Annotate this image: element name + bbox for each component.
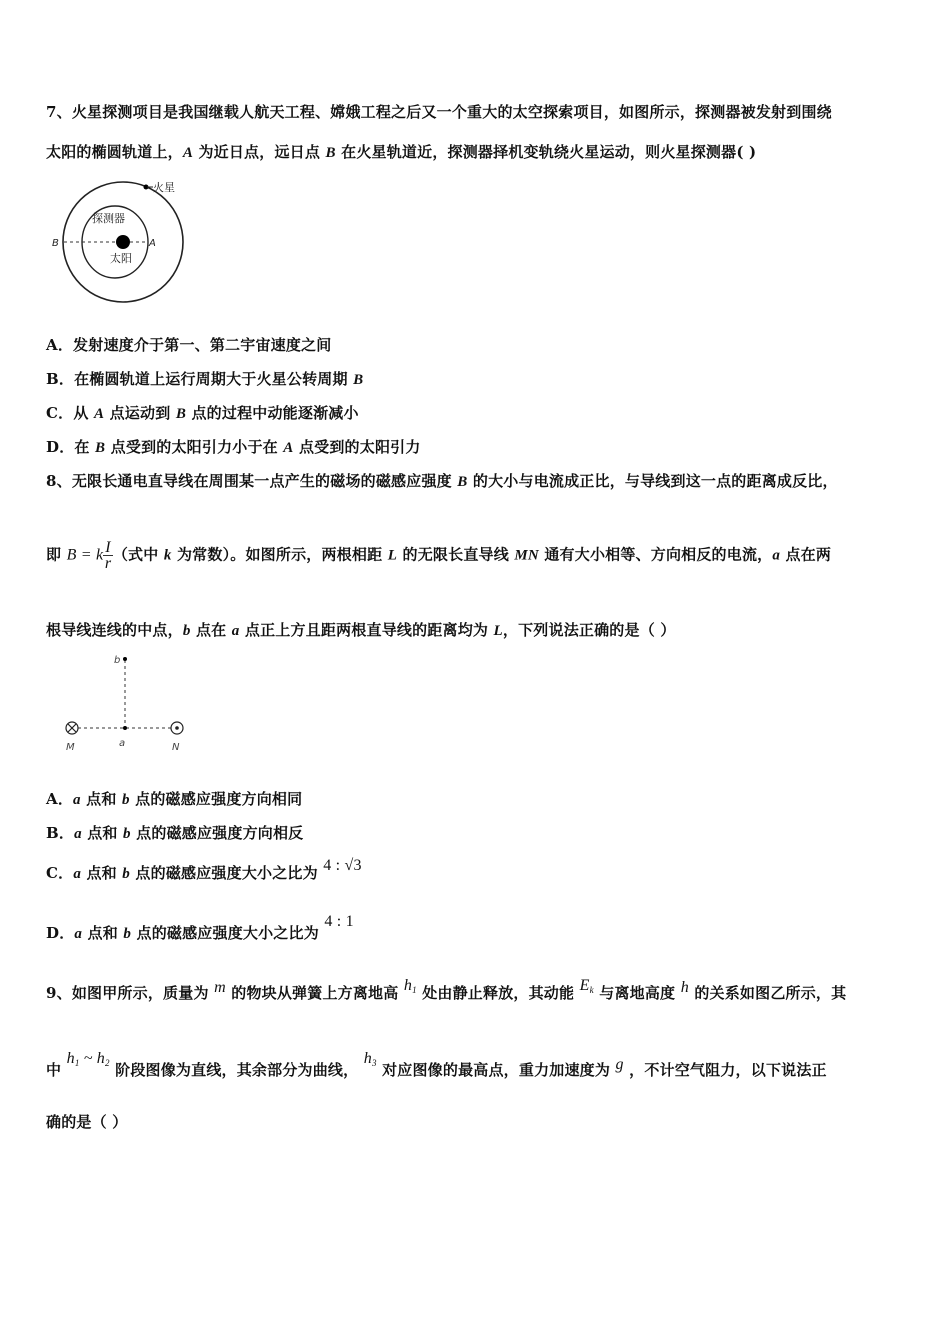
wire-m-into-page-icon [66, 722, 78, 734]
q7-orbit-diagram [46, 178, 196, 308]
q7-option-c[interactable]: C．从 A 点运动到 B 点的过程中动能逐渐减小 [46, 404, 359, 422]
q8-stem-line3: 根导线连线的中点，b 点在 a 点正上方且距两根直导线的距离均为 L，下列说法正确的是（ ） [46, 621, 676, 639]
q8-stem-line1: 8、无限长通电直导线在周围某一点产生的磁场的磁感应强度 B 的大小与电流成正比，与导线到这一点的距离成反比， [46, 472, 838, 490]
ratio-c: 4 : √3 [323, 857, 362, 874]
q8-option-d[interactable]: D．a 点和 b 点的磁感应强度大小之比为 4 : 1 [46, 913, 354, 942]
formula-lhs: B = k [66, 546, 104, 564]
q8-option-c[interactable]: C．a 点和 b 点的磁感应强度大小之比为 4 : √3 [46, 857, 362, 882]
wire-n-label: N [172, 742, 180, 753]
q7-option-d[interactable]: D．在 B 点受到的太阳引力小于在 A 点受到的太阳引力 [46, 438, 421, 456]
q8-wires-diagram [60, 650, 190, 755]
point-b-label: B [52, 238, 59, 249]
formula-fraction: $\frac{I}{r}$ [104, 539, 112, 572]
sun-icon [116, 235, 130, 249]
ratio-d: 4 : 1 [324, 913, 354, 930]
q9-stem-line3: 确的是（ ） [46, 1113, 128, 1131]
mars-label: 火星 [153, 181, 175, 194]
wire-n-out-of-page-icon [171, 722, 183, 734]
point-b-dot [123, 657, 127, 661]
point-b-label: b [114, 655, 121, 666]
q8-option-b[interactable]: B．a 点和 b 点的磁感应强度方向相反 [46, 824, 304, 842]
q9-stem-line2: 中 $h_1$ ~ $h_2$ 阶段图像为直线，其余部分为曲线， $h_3$ 对应图像的最高点，重力加速度为 g ，不计空气阻力，以下说法正 [46, 1050, 827, 1079]
point-a-label: a [119, 738, 126, 749]
point-a-label: A [149, 238, 156, 249]
point-a-dot [123, 726, 127, 730]
sun-label: 太阳 [110, 252, 132, 265]
q7-option-a[interactable]: A．发射速度介于第一、第二宇宙速度之间 [46, 336, 332, 354]
q7-option-b[interactable]: B．在椭圆轨道上运行周期大于火星公转周期 B [46, 370, 364, 388]
q9-stem-line1: 9、如图甲所示，质量为 m 的物块从弹簧上方离地高 $h_1$ 处由静止释放，其动能 $E_k$ 与离地高度 h 的关系如图乙所示，其 [46, 977, 847, 1002]
q8-option-a[interactable]: A．a 点和 b 点的磁感应强度方向相同 [46, 790, 303, 808]
q8-stem-line2: 即 B = k $\frac{I}{r}$ （式中 k 为常数）。如图所示，两根相距 L 的无限长直导线 MN 通有大小相等、方向相反的电流，a 点在两 [46, 539, 832, 572]
wire-m-label: M [66, 742, 75, 753]
probe-label: 探测器 [92, 212, 125, 225]
q7-stem-line1: 7、火星探测项目是我国继载人航天工程、嫦娥工程之后又一个重大的太空探索项目，如图所示，探测器被发射到围绕 [46, 103, 832, 121]
q7-stem-line2: 太阳的椭圆轨道上，A 为近日点，远日点 B 在火星轨道近，探测器择机变轨绕火星运动，则火星探测器( ) [46, 143, 757, 161]
